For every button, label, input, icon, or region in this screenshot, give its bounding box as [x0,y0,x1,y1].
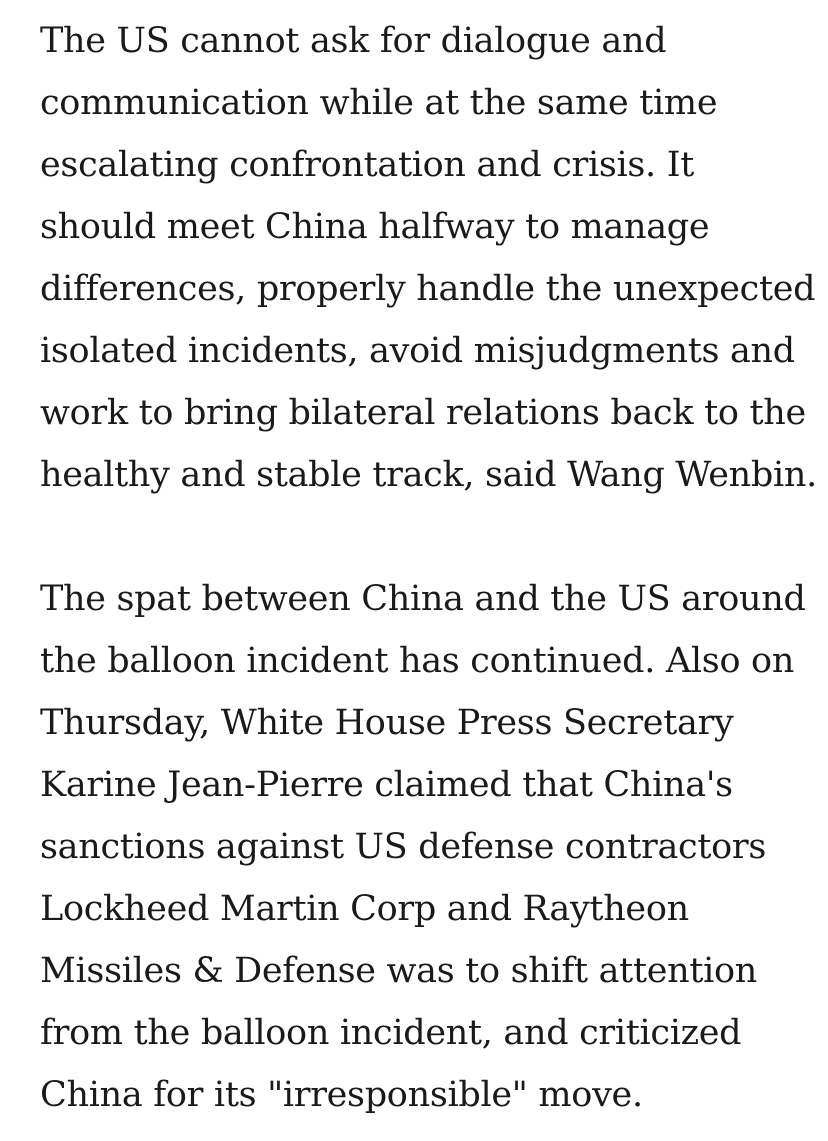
paragraph-2 [40,568,806,1126]
text-line: The US cannot ask for dialogue and [40,21,667,61]
text-line: China for its "irresponsible" move. [40,1075,643,1115]
text-line: Thursday, White House Press Secretary [40,703,734,743]
text-line: escalating confrontation and crisis. It [40,145,695,185]
text-line: Missiles & Defense was to shift attention [40,951,758,991]
text-line: Lockheed Martin Corp and Raytheon [40,889,689,929]
text-line: isolated incidents, avoid misjudgments and [40,331,795,371]
text-line: healthy and stable track, said Wang Wenbin. [40,455,817,495]
text-line: sanctions against US defense contractors [40,827,766,867]
paragraph-1 [40,10,817,506]
paragraph-spacer [40,506,788,568]
text-line: work to bring bilateral relations back to the [40,393,806,433]
text-line: communication while at the same time [40,83,718,123]
text-line: Karine Jean-Pierre claimed that China's [40,765,733,805]
text-line: the balloon incident has continued. Also on [40,641,795,681]
text-line: should meet China halfway to manage [40,207,710,247]
text-line: from the balloon incident, and criticized [40,1013,742,1053]
text-line: The spat between China and the US around [40,579,806,619]
text-line: differences, properly handle the unexpected [40,269,816,309]
